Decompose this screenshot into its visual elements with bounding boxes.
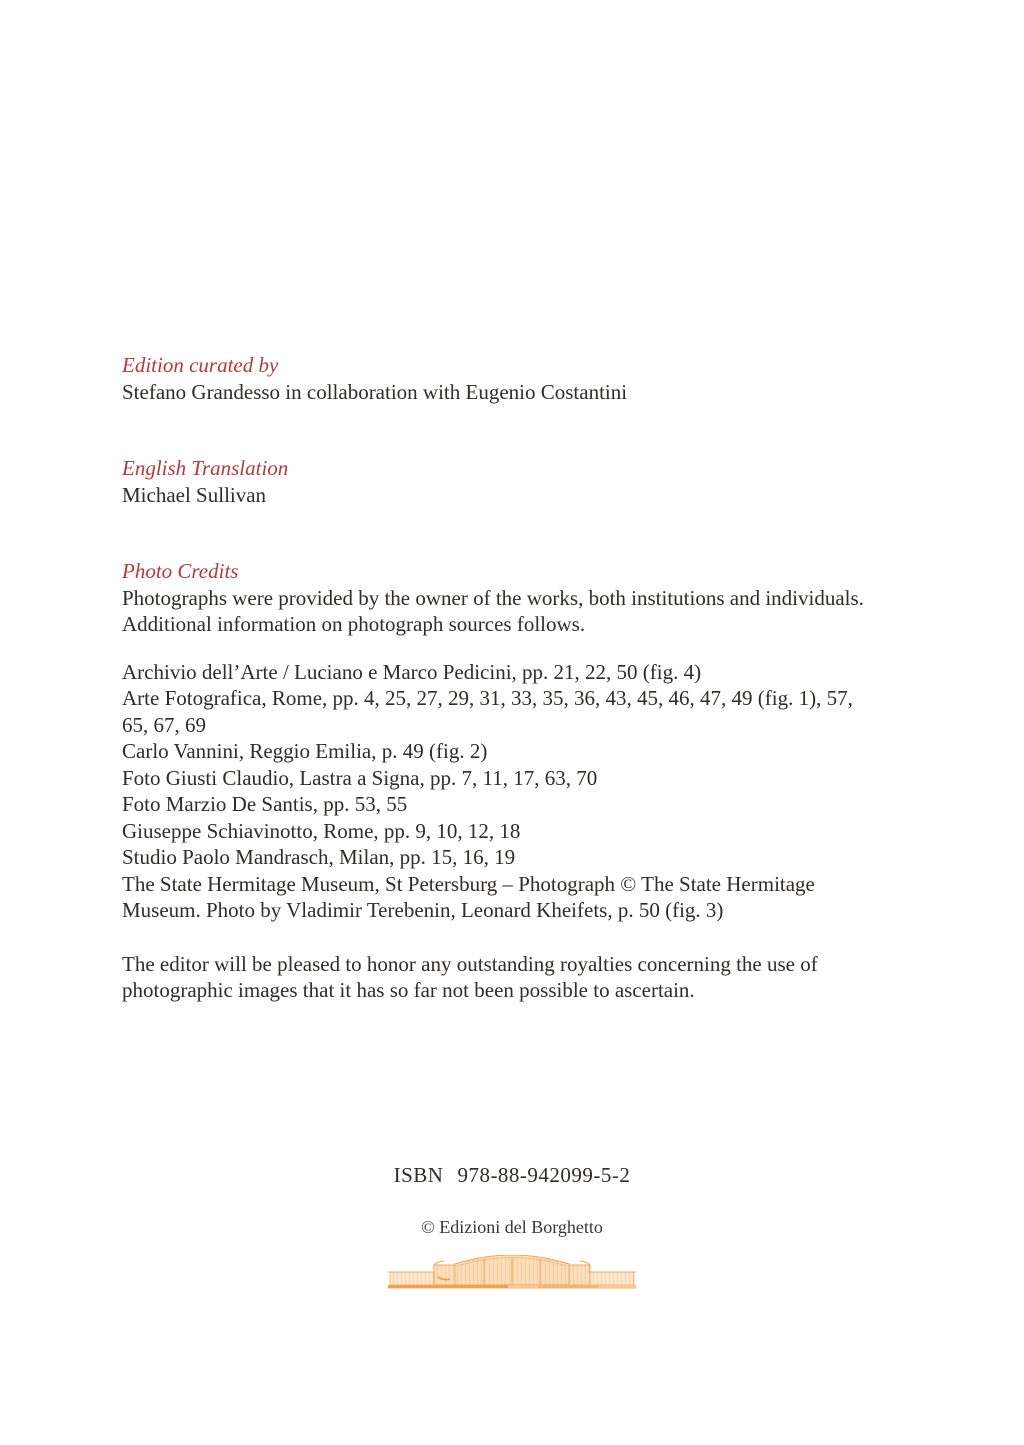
edition-text: Stefano Grandesso in collaboration with Eugenio Costantini: [122, 379, 628, 404]
credit-line: Foto Marzio De Santis, pp. 53, 55: [122, 792, 408, 816]
isbn-number: 978-88-942099-5-2: [457, 1163, 631, 1187]
isbn-label: ISBN: [393, 1163, 444, 1187]
edition-heading: Edition curated by: [122, 353, 279, 377]
credit-line: Carlo Vannini, Reggio Emilia, p. 49 (fig. 2): [122, 739, 488, 763]
section-photo-credits: [122, 558, 878, 1004]
publisher-copyright: © Edizioni del Borghetto: [421, 1217, 603, 1237]
section-edition-curated-by: [122, 352, 878, 405]
photo-credits-heading: Photo Credits: [122, 559, 239, 583]
credit-line: The State Hermitage Museum, St Petersburg – Photograph © The State Hermitage Museum. Photo by Vladimir Terebenin, Leonard Kheifets, p. 50 (fig. 3): [122, 871, 815, 922]
credit-line: Archivio dell’Arte / Luciano e Marco Pedicini, pp. 21, 22, 50 (fig. 4): [122, 659, 702, 684]
imprint-block: [0, 1163, 1024, 1291]
photo-credits-list: [122, 659, 878, 924]
translation-text: Michael Sullivan: [122, 482, 267, 507]
credit-line: Foto Giusti Claudio, Lastra a Signa, pp. 7, 11, 17, 63, 70: [122, 765, 598, 790]
publisher-logo-wrap: [0, 1255, 1024, 1291]
translation-heading: English Translation: [122, 456, 289, 480]
isbn-line: [0, 1163, 1024, 1188]
credit-line: Studio Paolo Mandrasch, Milan, pp. 15, 16, 19: [122, 845, 516, 869]
publisher-building-logo-icon: [388, 1255, 636, 1291]
section-english-translation: [122, 455, 878, 508]
photo-credits-intro: Photographs were provided by the owner of the works, both institutions and individuals. Additional information on photograph sources follows.: [122, 585, 864, 636]
royalties-note: The editor will be pleased to honor any outstanding royalties concerning the use of photographic images that it has so far not been possible to ascertain.: [122, 951, 818, 1002]
credit-line: Giuseppe Schiavinotto, Rome, pp. 9, 10, 12, 18: [122, 818, 521, 843]
credit-line: Arte Fotografica, Rome, pp. 4, 25, 27, 29, 31, 33, 35, 36, 43, 45, 46, 47, 49 (fig. 1), 57, 65, 67, 69: [122, 686, 853, 737]
